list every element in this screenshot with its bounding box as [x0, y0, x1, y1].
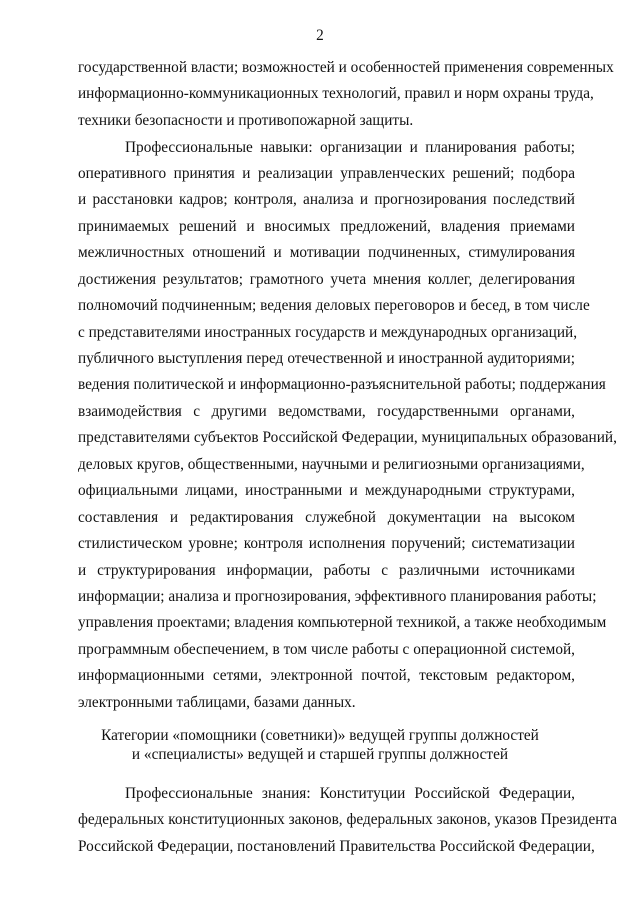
page-number: 2 — [316, 27, 324, 44]
paragraph-professional-knowledge — [78, 781, 618, 860]
text-line: федеральных конституционных законов, федеральных законов, указов Президента — [78, 811, 618, 829]
text-line: стилистическом уровне; контроля исполнения поручений; систематизации — [78, 535, 575, 553]
text-line: официальными лицами, иностранными и международными структурами, — [78, 482, 575, 500]
text-line: Профессиональные навыки: организации и планирования работы; — [125, 138, 575, 156]
text-line: техники безопасности и противопожарной защиты. — [78, 111, 414, 129]
text-line: электронными таблицами, базами данных. — [78, 693, 356, 711]
text-line: публичного выступления перед отечественной и иностранной аудиториями; — [78, 350, 575, 367]
text-line: информационно-коммуникационных технологий, правил и норм охраны труда, — [78, 85, 594, 103]
text-line: государственной власти; возможностей и особенностей применения современных — [78, 59, 614, 76]
text-line: оперативного принятия и реализации управленческих решений; подбора — [78, 164, 575, 182]
text-line: с представителями иностранных государств и международных организаций, — [78, 323, 578, 341]
text-line: представителями субъектов Российской Федерации, муниципальных образований, — [78, 429, 617, 447]
text-line: и структурирования информации, работы с различными источниками — [78, 561, 575, 579]
paragraph-knowledge-end — [78, 55, 614, 134]
text-line: программным обеспечением, в том числе работы с операционной системой, — [78, 640, 575, 658]
text-line: межличностных отношений и мотивации подчиненных, стимулирования — [78, 244, 575, 262]
text-line: составления и редактирования служебной документации на высоком — [78, 508, 575, 526]
text-line: информации; анализа и прогнозирования, эффективного планирования работы; — [78, 587, 597, 605]
text-line: Профессиональные знания: Конституции Российской Федерации, — [125, 785, 575, 802]
text-line: и расстановки кадров; контроля, анализа и прогнозирования последствий — [78, 191, 575, 209]
text-line: управления проектами; владения компьютерной техникой, а также необходимым — [78, 614, 607, 632]
text-line: ведения политической и информационно-разъяснительной работы; поддержания — [78, 376, 606, 394]
heading-line: и «специалисты» ведущей и старшей группы должностей — [131, 746, 509, 763]
heading-line: Категории «помощники (советники)» ведущей группы должностей — [101, 727, 539, 744]
text-line: деловых кругов, общественными, научными и религиозными организациями, — [78, 455, 585, 473]
text-line: Российской Федерации, постановлений Правительства Российской Федерации, — [78, 837, 595, 855]
text-line: полномочий подчиненным; ведения деловых переговоров и бесед, в том числе — [78, 297, 590, 315]
text-line: информационными сетями, электронной почтой, текстовым редактором, — [78, 667, 575, 685]
text-line: достижения результатов; грамотного учета мнения коллег, делегирования — [78, 270, 575, 288]
paragraph-professional-skills — [78, 135, 617, 717]
text-line: взаимодействия с другими ведомствами, государственными органами, — [78, 402, 575, 420]
text-line: принимаемых решений и вносимых предложений, владения приемами — [78, 217, 575, 235]
section-heading — [0, 726, 640, 764]
